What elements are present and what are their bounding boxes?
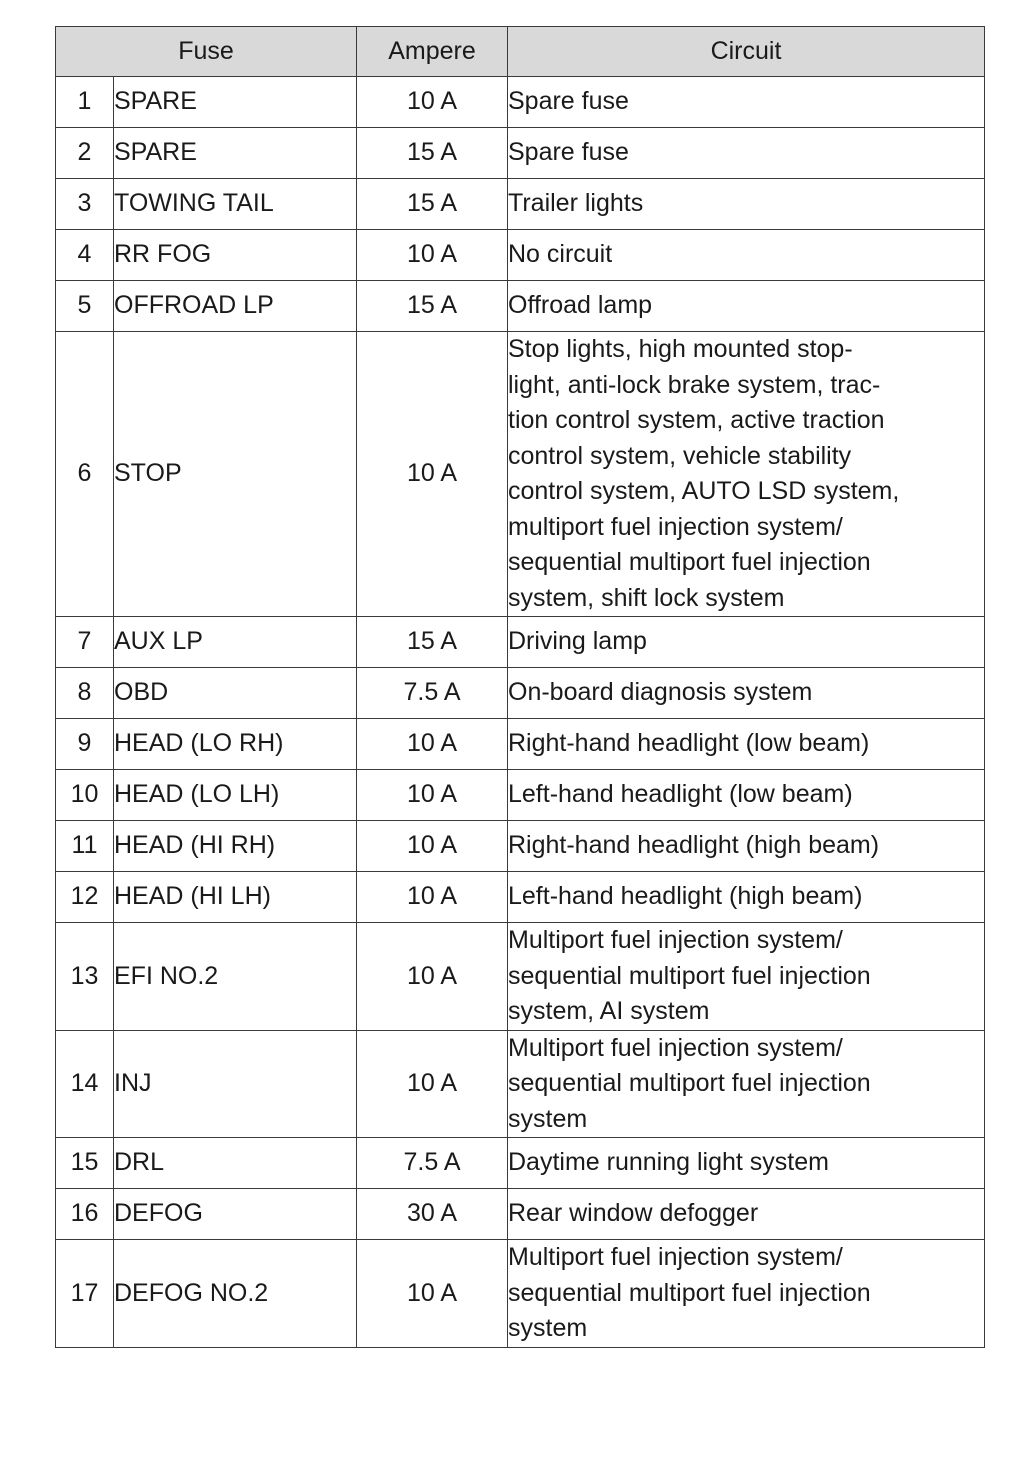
ampere-cell: 10 A (357, 332, 508, 617)
fuse-number-cell: 5 (56, 281, 114, 332)
circuit-line: sequential multiport fuel injection (508, 1278, 871, 1307)
table-row (56, 668, 985, 719)
table-row (56, 1030, 985, 1138)
fuse-number-cell: 2 (56, 128, 114, 179)
fuse-name-cell: HEAD (HI RH) (114, 821, 357, 872)
ampere-cell: 10 A (357, 872, 508, 923)
ampere-cell: 30 A (357, 1189, 508, 1240)
circuit-line: multiport fuel injection system/ (508, 512, 843, 541)
fuse-number-cell: 3 (56, 179, 114, 230)
ampere-cell: 10 A (357, 230, 508, 281)
fuse-name-cell: RR FOG (114, 230, 357, 281)
ampere-cell: 10 A (357, 821, 508, 872)
circuit-cell (508, 719, 985, 770)
ampere-cell: 15 A (357, 281, 508, 332)
ampere-cell: 10 A (357, 923, 508, 1031)
circuit-line: Rear window defogger (508, 1199, 759, 1228)
circuit-line: sequential multiport fuel injection (508, 548, 871, 576)
table-row (56, 923, 985, 1031)
table-row (56, 719, 985, 770)
table-row (56, 179, 985, 230)
fuse-name-cell: HEAD (LO LH) (114, 770, 357, 821)
ampere-cell: 15 A (357, 179, 508, 230)
fuse-table (55, 26, 985, 1348)
fuse-name-cell: OBD (114, 668, 357, 719)
fuse-name-cell: EFI NO.2 (114, 923, 357, 1031)
circuit-line: Driving lamp (508, 627, 647, 656)
fuse-number-cell: 17 (56, 1240, 114, 1348)
table-row (56, 617, 985, 668)
circuit-line: Trailer lights (508, 189, 644, 218)
circuit-column-header: Circuit (508, 27, 985, 77)
fuse-number-cell: 16 (56, 1189, 114, 1240)
ampere-cell: 15 A (357, 128, 508, 179)
table-row (56, 821, 985, 872)
fuse-number-cell: 12 (56, 872, 114, 923)
fuse-number-cell: 14 (56, 1030, 114, 1138)
ampere-cell: 7.5 A (357, 1138, 508, 1189)
fuse-number-cell: 15 (56, 1138, 114, 1189)
circuit-cell (508, 872, 985, 923)
circuit-cell (508, 923, 985, 1031)
circuit-line: No circuit (508, 240, 613, 269)
ampere-cell: 10 A (357, 1240, 508, 1348)
fuse-column-header: Fuse (56, 27, 357, 77)
circuit-cell (508, 128, 985, 179)
fuse-name-cell: AUX LP (114, 617, 357, 668)
circuit-line: system, shift lock system (508, 583, 785, 612)
circuit-line: Left-hand headlight (low beam) (508, 780, 853, 809)
circuit-line: Multiport fuel injection system/ (508, 1033, 843, 1062)
circuit-line: Offroad lamp (508, 291, 653, 320)
circuit-line: Right-hand headlight (low beam) (508, 729, 870, 758)
fuse-number-cell: 4 (56, 230, 114, 281)
circuit-line: Left-hand headlight (high beam) (508, 882, 863, 911)
fuse-number-cell: 13 (56, 923, 114, 1031)
fuse-name-cell: DEFOG NO.2 (114, 1240, 357, 1348)
circuit-line: sequential multiport fuel injection (508, 961, 871, 990)
table-row (56, 230, 985, 281)
ampere-cell: 7.5 A (357, 668, 508, 719)
circuit-line: sequential multiport fuel injection (508, 1069, 871, 1097)
circuit-cell (508, 668, 985, 719)
circuit-line: control system, vehicle stability (508, 441, 852, 470)
table-body (56, 77, 985, 1348)
circuit-cell (508, 281, 985, 332)
ampere-cell: 15 A (357, 617, 508, 668)
circuit-line: Spare fuse (508, 87, 629, 116)
circuit-cell (508, 821, 985, 872)
circuit-cell (508, 1189, 985, 1240)
table-row (56, 1189, 985, 1240)
fuse-name-cell: HEAD (HI LH) (114, 872, 357, 923)
circuit-line: light, anti-lock brake system, trac- (508, 370, 881, 399)
circuit-cell (508, 1030, 985, 1138)
circuit-line: system (508, 1314, 588, 1342)
circuit-line: system, AI system (508, 997, 710, 1025)
table-row (56, 1138, 985, 1189)
fuse-number-cell: 10 (56, 770, 114, 821)
circuit-cell (508, 77, 985, 128)
circuit-cell (508, 1138, 985, 1189)
circuit-cell (508, 770, 985, 821)
table-row (56, 77, 985, 128)
header-row (56, 27, 985, 77)
ampere-cell: 10 A (357, 719, 508, 770)
circuit-cell (508, 179, 985, 230)
table-row (56, 1240, 985, 1348)
fuse-name-cell: TOWING TAIL (114, 179, 357, 230)
table-header (56, 27, 985, 77)
fuse-name-cell: SPARE (114, 77, 357, 128)
fuse-number-cell: 8 (56, 668, 114, 719)
fuse-number-cell: 11 (56, 821, 114, 872)
fuse-name-cell: SPARE (114, 128, 357, 179)
fuse-number-cell: 6 (56, 332, 114, 617)
circuit-line: Multiport fuel injection system/ (508, 1243, 843, 1271)
circuit-line: tion control system, active traction (508, 406, 885, 434)
ampere-cell: 10 A (357, 1030, 508, 1138)
circuit-cell (508, 332, 985, 617)
ampere-column-header: Ampere (357, 27, 508, 77)
fuse-name-cell: STOP (114, 332, 357, 617)
table-row (56, 770, 985, 821)
circuit-line: Multiport fuel injection system/ (508, 926, 843, 954)
circuit-line: On-board diagnosis system (508, 678, 813, 707)
table-row (56, 128, 985, 179)
circuit-cell (508, 230, 985, 281)
circuit-line: Right-hand headlight (high beam) (508, 831, 880, 860)
ampere-cell: 10 A (357, 770, 508, 821)
circuit-line: Stop lights, high mounted stop- (508, 335, 853, 363)
fuse-name-cell: HEAD (LO RH) (114, 719, 357, 770)
fuse-number-cell: 9 (56, 719, 114, 770)
fuse-name-cell: DEFOG (114, 1189, 357, 1240)
fuse-name-cell: DRL (114, 1138, 357, 1189)
circuit-line: Spare fuse (508, 138, 629, 167)
circuit-line: control system, AUTO LSD system, (508, 477, 900, 505)
table-row (56, 332, 985, 617)
fuse-number-cell: 1 (56, 77, 114, 128)
ampere-cell: 10 A (357, 77, 508, 128)
circuit-line: system (508, 1104, 588, 1133)
fuse-name-cell: OFFROAD LP (114, 281, 357, 332)
circuit-line: Daytime running light system (508, 1148, 829, 1177)
table-row (56, 872, 985, 923)
fuse-name-cell: INJ (114, 1030, 357, 1138)
circuit-cell (508, 1240, 985, 1348)
fuse-number-cell: 7 (56, 617, 114, 668)
circuit-cell (508, 617, 985, 668)
table-row (56, 281, 985, 332)
